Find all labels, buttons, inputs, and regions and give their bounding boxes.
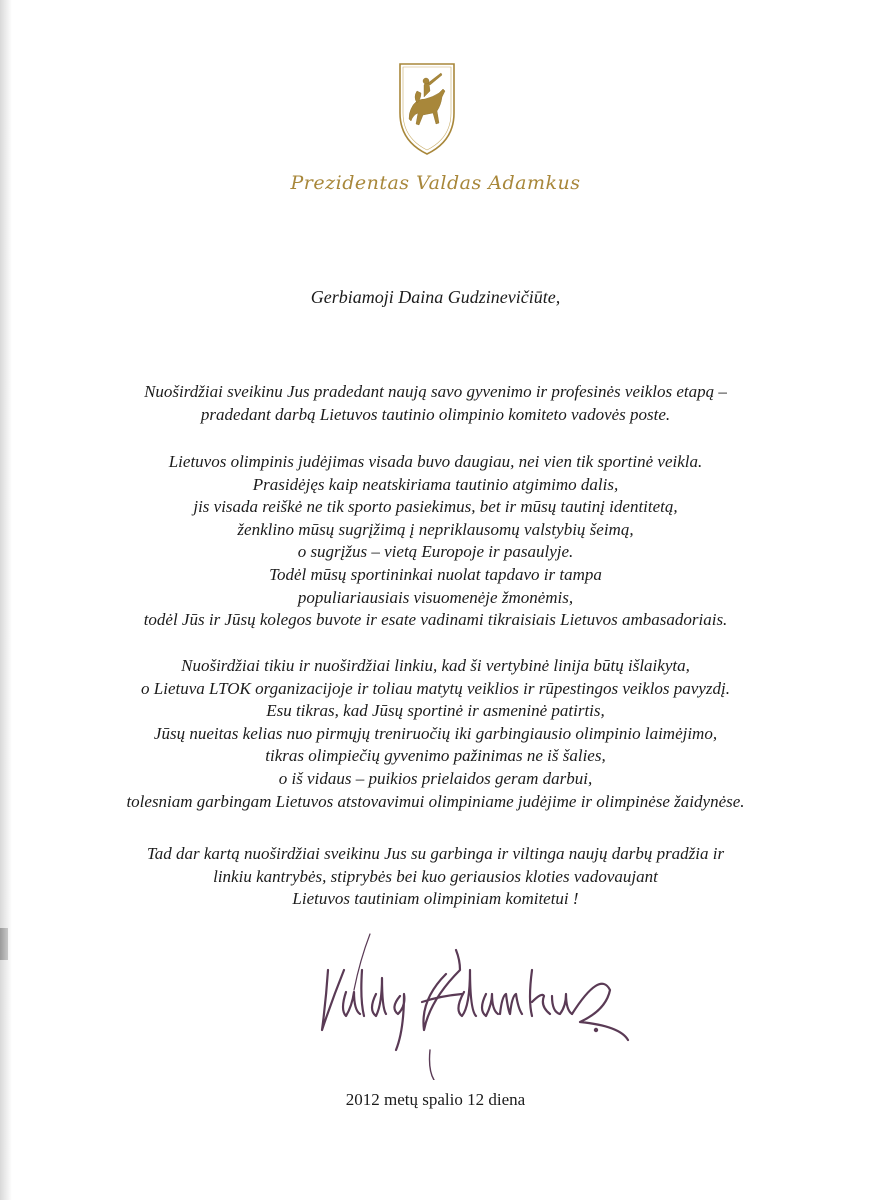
paragraph-line: o sugrįžus – vietą Europoje ir pasaulyje.: [297, 542, 574, 562]
paragraph-line: ženklino mūsų sugrįžimą į nepriklausomų valstybių šeimą,: [237, 519, 634, 539]
paragraph-line: populiariausiais visuomenėje žmonėmis,: [297, 587, 574, 607]
paragraph-line: todėl Jūs ir Jūsų kolegos buvote ir esate vadinami tikraisiais Lietuvos ambasadoriais.: [143, 610, 728, 630]
paragraph-3: [40, 655, 831, 813]
paragraph-2: [40, 451, 831, 632]
paragraph-line: pradedant darbą Lietuvos tautinio olimpinio komiteto vadovės poste.: [200, 404, 671, 424]
paragraph-line: Lietuvos olimpinis judėjimas visada buvo daugiau, nei vien tik sportinė veikla.: [168, 452, 703, 471]
vytis-coat-of-arms-icon: [397, 61, 457, 157]
paragraph-line: o iš vidaus – puikios prielaidos geram darbui,: [278, 768, 593, 788]
paragraph-line: jis visada reiškė ne tik sporto pasiekimus, bet ir mūsų tautinį identitetą,: [193, 497, 678, 517]
paragraph-line: o Lietuva LTOK organizacijoje ir toliau matytų veiklios ir rūpestingos veiklos pavyzdį.: [141, 678, 730, 698]
paragraph-line: Nuoširdžiai tikiu ir nuoširdžiai linkiu, kad ši vertybinė linija būtų išlaikyta,: [181, 656, 690, 675]
paragraph-1: [40, 381, 831, 426]
paragraph-line: tikras olimpiečių gyvenimo pažinimas ne iš šalies,: [265, 746, 606, 766]
paragraph-line: Todėl mūsų sportininkai nuolat tapdavo ir tampa: [269, 564, 602, 584]
paragraph-4: [40, 843, 831, 911]
paragraph-line: Nuoširdžiai sveikinu Jus pradedant naują savo gyvenimo ir profesinės veiklos etapą –: [144, 382, 727, 401]
paragraph-line: Prasidėjęs kaip neatskiriama tautinio atgimimo dalis,: [252, 474, 619, 494]
letter-date: 2012 metų spalio 12 diena: [345, 1090, 526, 1109]
handwritten-signature-icon: [310, 930, 630, 1080]
paragraph-line: Lietuvos tautiniam olimpiniam komitetui !: [292, 889, 579, 909]
salutation: Gerbiamoji Daina Gudzinevičiūte,: [310, 287, 561, 307]
paragraph-line: Esu tikras, kad Jūsų sportinė ir asmeninė patirtis,: [266, 701, 605, 721]
paragraph-line: tolesniam garbingam Lietuvos atstovavimui olimpiniame judėjime ir olimpinėse žaidynėse.: [126, 791, 745, 811]
letterhead-title: Prezidentas Valdas Adamkus: [290, 172, 581, 194]
scan-artifact-mark: [0, 928, 8, 960]
paragraph-line: Tad dar kartą nuoširdžiai sveikinu Jus su garbinga ir viltinga naujų darbų pradžia ir: [146, 844, 725, 863]
paragraph-line: Jūsų nueitas kelias nuo pirmųjų treniruočių iki garbingiausio olimpinio laimėjimo,: [153, 723, 718, 743]
paragraph-line: linkiu kantrybės, stiprybės bei kuo geriausios kloties vadovaujant: [213, 866, 658, 886]
